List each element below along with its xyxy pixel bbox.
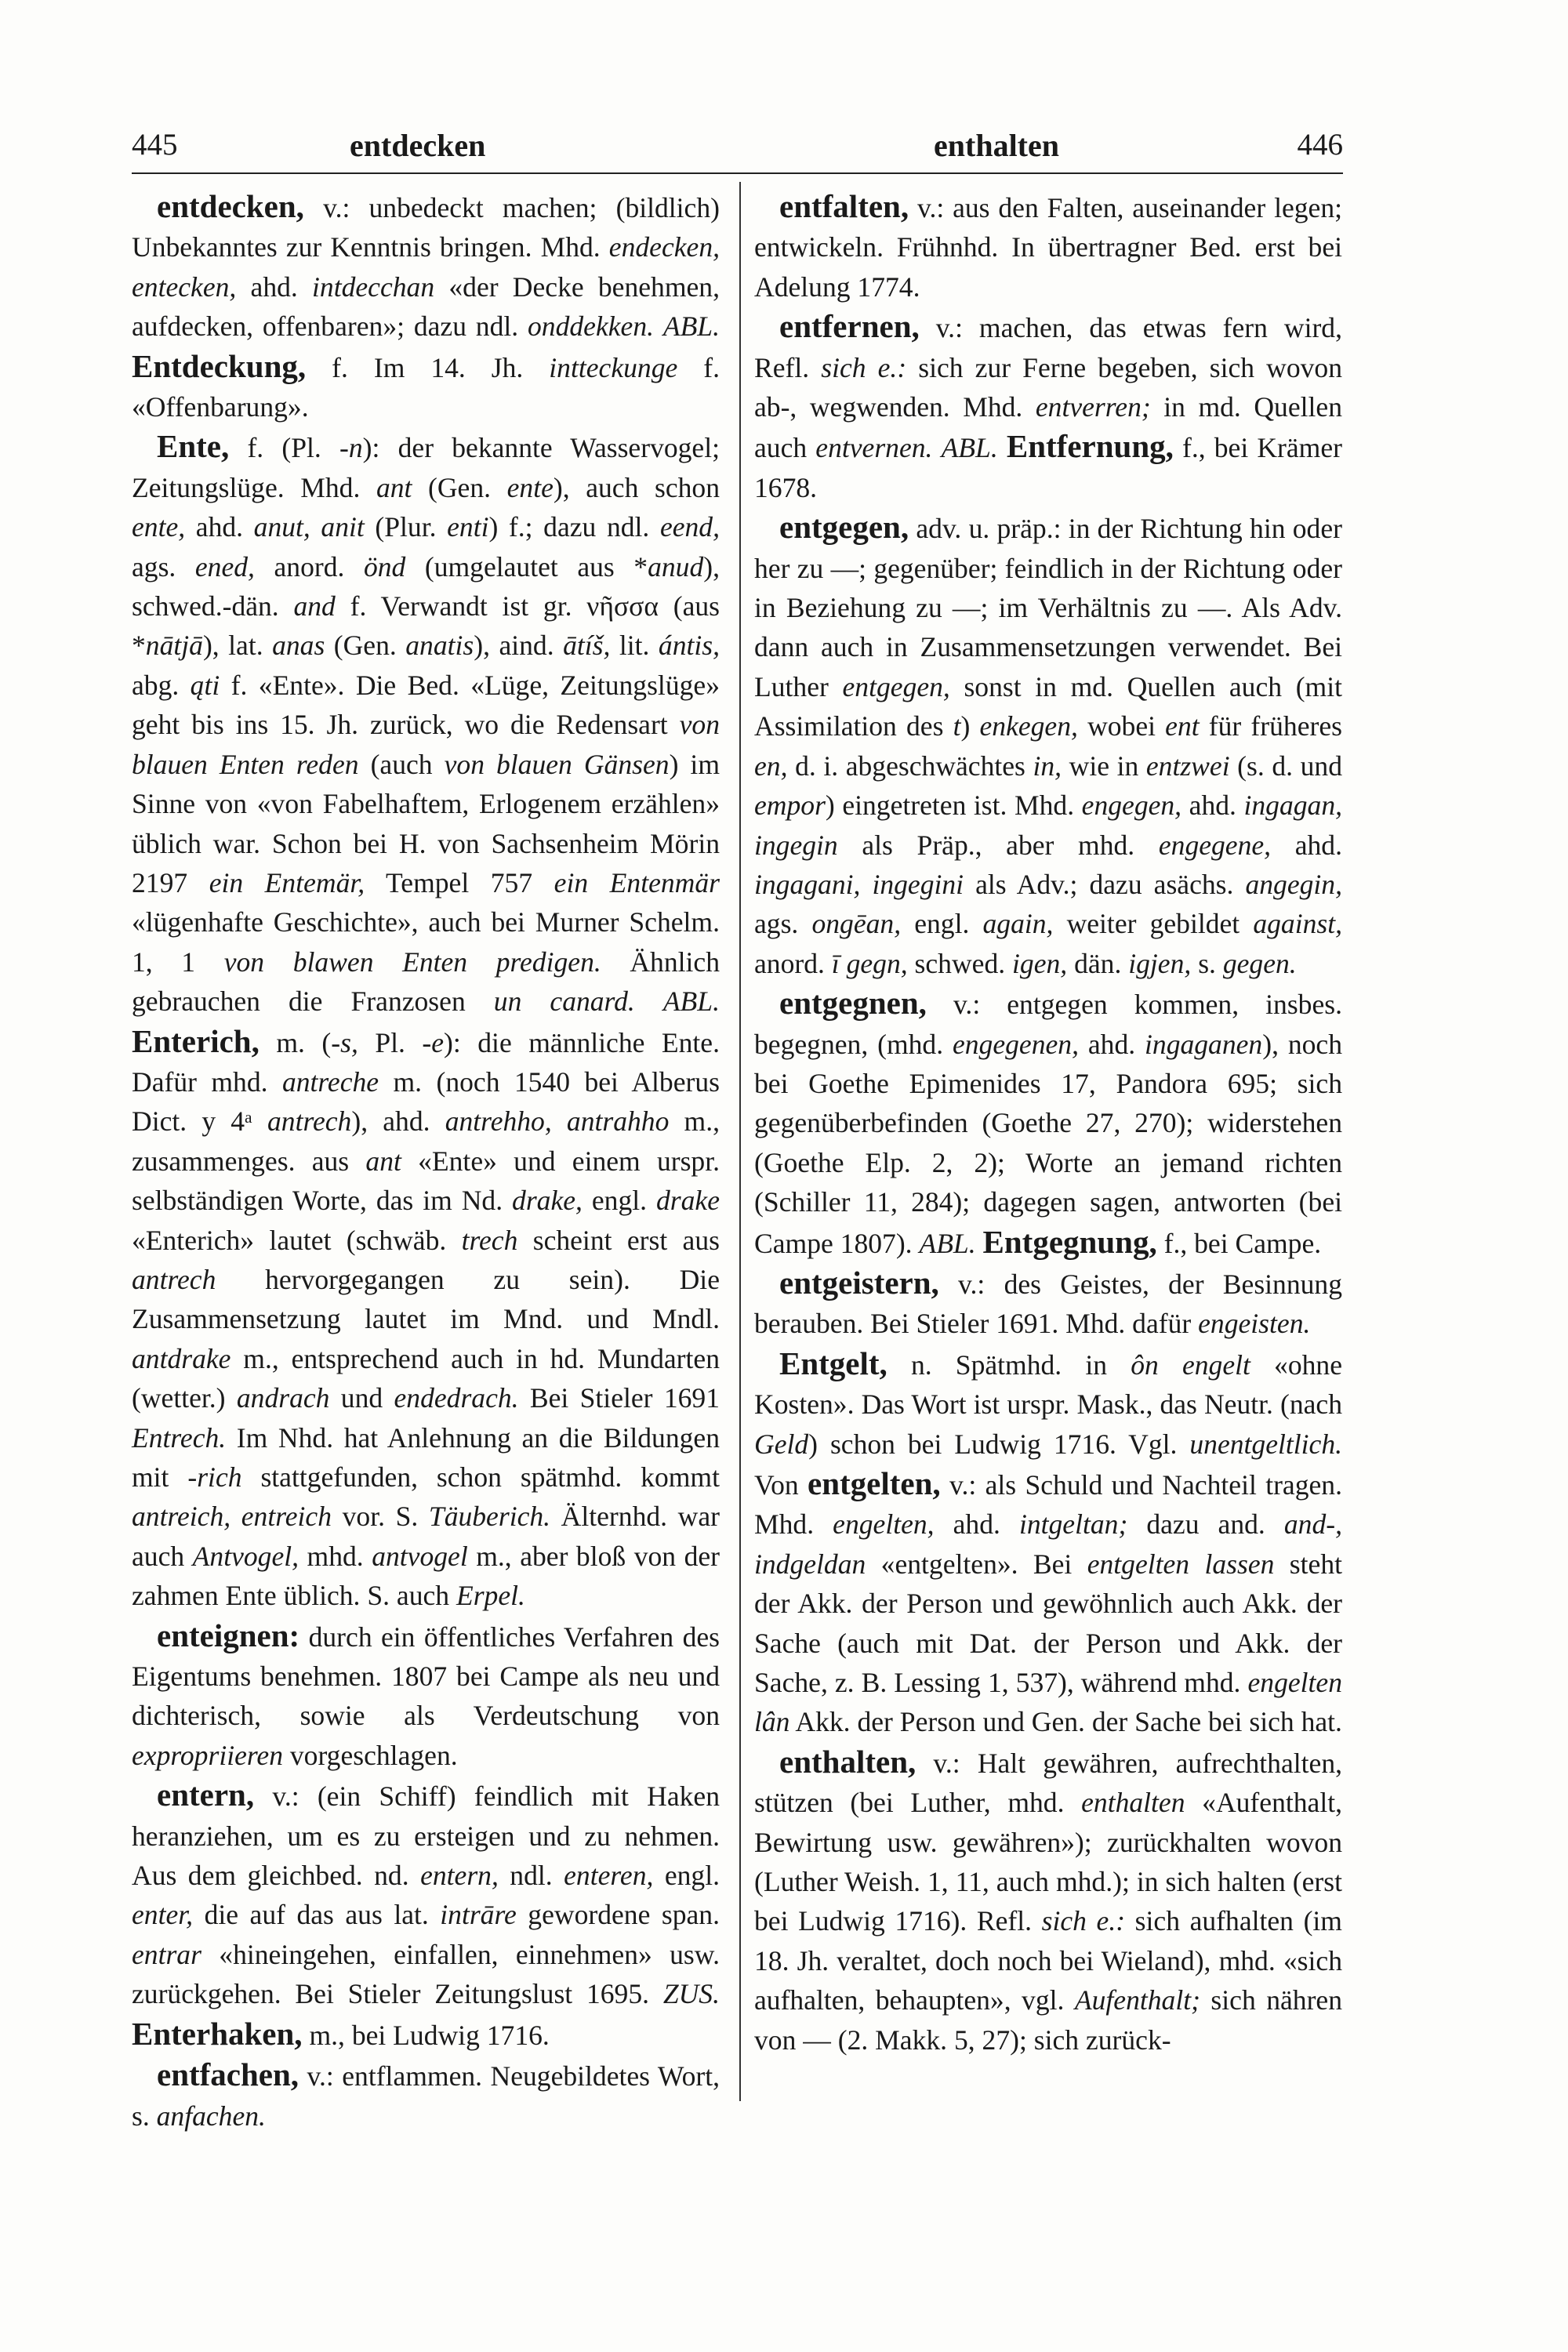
entry-text: ags. [754,908,812,940]
entry-text: f. «Offenbarung». [132,351,720,423]
entry-text: Älternhd. war auch [132,1501,720,1572]
dictionary-entry [132,187,720,426]
entry-text: ahd. [1181,789,1244,822]
italic-text: ant [376,471,412,503]
italic-text: enkegen, [979,710,1078,742]
entry-text: Pl. [358,1026,423,1058]
entry-text: ) im Sinne von «von Fabelhaftem, Erlogenem erzählen» üblich war. Schon bei H. von Sachsenheim Mörin 2197 [132,748,720,898]
entry-text: «lügenhafte Geschichte», auch bei Murner Schelm. 1, 1 [132,906,720,978]
italic-text: enthalten [1081,1787,1185,1819]
entry-text: ahd. [1078,1028,1145,1060]
entry-text: Bei Stieler 1691 [518,1382,720,1414]
entry-text: wie in [1062,750,1146,782]
entry-text: Ähnlich gebrauchen die Franzosen [132,946,720,1018]
entry-text: dazu and. [1127,1508,1284,1541]
right-column [754,187,1342,2060]
headword: entern, [157,1777,255,1813]
entry-text: ahd. [934,1508,1019,1541]
italic-text: engegen, [1081,789,1182,822]
entry-text: hervorgegangen zu sein). Die Zusammensetzung lautet im Mnd. und Mndl. [132,1263,720,1335]
italic-text: ABL. [919,1227,976,1259]
italic-text: in, [1033,750,1062,782]
italic-text: antrech [267,1105,352,1138]
dictionary-entry [132,426,720,1615]
entry-text: anord. [254,550,364,583]
entry-text: (Plur. [364,511,448,543]
entry-text: ) schon bei Ludwig 1716. Vgl. [808,1428,1190,1460]
entry-text: (s. d. und [1229,750,1342,782]
italic-text: ingagani, ingegini [754,868,964,900]
entry-text [635,985,663,1017]
entry-text: m., aber bloß von der zahmen Ente üblich. S. auch [132,1540,720,1612]
italic-text: anfachen. [156,2100,266,2132]
italic-text: drake [655,1185,720,1217]
entry-text: «ohne Kosten». Das Wort ist urspr. Mask., das Neutr. (nach [754,1348,1343,1421]
entry-text: ), ahd. [351,1105,445,1138]
entry-text: v.: unbedeckt machen; (bildlich) Unbekanntes zur Kenntnis bringen. Mhd. [132,192,720,263]
left-column [132,187,720,2136]
italic-text: angegin, [1245,868,1342,900]
entry-text: «Aufenthalt, Bewirtung usw. gewähren»); zurückhalten wovon (Luther Weish. 1, 11, auch mhd.); in sich halten (erst bei Ludwig 1716). Refl. [754,1787,1342,1937]
italic-text: von blauen Gänsen [444,748,670,780]
italic-text: intdecchan [312,270,435,303]
italic-text: andrach [236,1382,330,1414]
italic-text: Entrech. [132,1421,227,1454]
dictionary-entry [754,187,1342,307]
headword: entgelten, [808,1465,941,1501]
italic-text: anatis [405,630,474,662]
running-headword-right: enthalten [934,128,1059,163]
italic-text: trech [461,1224,518,1256]
italic-text: ingagan, ingegin [754,789,1342,861]
italic-text: antvogel [372,1540,468,1572]
italic-text: ántis, [658,630,720,662]
entry-text: v.: entgegen kommen, insbes. begegnen, (mhd. [754,989,1342,1060]
dictionary-entry [132,1616,720,1776]
entry-text [998,432,1007,463]
italic-text: -n [339,432,363,464]
entry-text: mhd. [299,1540,372,1572]
headword: Entfernung, [1006,428,1174,465]
entry-text: «hineingehen, einfallen, einnehmen» usw. zurückgehen. Bei Stieler Zeitungslust 1695. [132,1938,720,2010]
italic-text: en, [754,750,788,782]
entry-text: für früheres [1199,710,1342,742]
italic-text: unentgeltlich. [1189,1428,1342,1460]
entry-text: v.: als Schuld und Nachteil tragen. Mhd. [754,1469,1342,1541]
italic-text: ongēan, [811,908,902,940]
entry-text: v.: machen, das etwas fern wird, Refl. [754,312,1342,383]
entry-text: «Enterich» lautet (schwäb. [132,1224,462,1256]
headword: entfernen, [779,308,920,345]
entry-text: die auf das aus lat. [193,1899,441,1931]
entry-text: als Adv.; dazu asächs. [964,868,1246,900]
italic-text: ened, [194,550,255,583]
headword: entdecken, [157,188,304,224]
entry-text: (umgelautet aus * [405,550,648,583]
entry-text: ): die männliche Ente. Dafür mhd. [132,1026,720,1098]
italic-text: antreche [281,1065,379,1098]
italic-text: igen, [1012,947,1068,979]
entry-text: f., bei Krämer 1678. [754,432,1342,503]
running-headword-left: entdecken [350,128,486,163]
italic-text: Aufenthalt; [1074,1984,1200,2016]
italic-text: anas [272,630,325,662]
entry-text: ): der bekannte Wasservogel; Zeitungslüge. Mhd. [132,432,720,503]
dictionary-entry [754,1344,1342,1742]
italic-text: ôn engelt [1131,1348,1250,1381]
italic-text: gegen. [1222,947,1297,979]
column-divider [739,182,741,2101]
entry-text: vorgeschlagen. [283,1739,458,1771]
entry-text: «Ente» und einem urspr. selbständigen Worte, das im Nd. [132,1145,720,1217]
italic-text: Geld [754,1428,809,1460]
entry-text: steht der Akk. der Person und gewöhnlich auch Akk. der Sache (auch mit Dat. der Person und Akk. der Sache, z. B. Lessing 1, 537), während mhd. [754,1548,1342,1699]
entry-text: sich aufhalten (im 18. Jh. veraltet, doch noch bei Wieland), mhd. «sich aufhalten, behaupten», vgl. [754,1905,1342,2016]
italic-text: anut, anit [253,511,365,543]
italic-text: sich e.: [1041,1905,1126,1937]
italic-text: Täuberich. [428,1501,551,1533]
italic-text: endedrach. [394,1382,519,1414]
italic-text: drake, [512,1185,583,1217]
italic-text: nātjā [145,630,203,662]
italic-text: Antvogel, [192,1540,299,1572]
italic-text: intgeltan; [1018,1508,1128,1541]
entry-text: Von [754,1469,808,1501]
entry-text: Akk. der Person und Gen. der Sache bei sich hat. [789,1706,1342,1738]
italic-text: again, [982,908,1054,940]
entry-text: engl. [901,908,983,940]
entry-text: engl. [653,1860,720,1892]
italic-text: ātíš, [563,630,611,662]
entry-text [976,1228,983,1259]
italic-text: ein Entenmär [554,866,720,898]
italic-text: antreich, entreich [132,1501,332,1533]
italic-text: ABL. [662,985,720,1018]
italic-text: entrar [132,1938,201,1970]
page-number-right: 446 [1297,128,1343,162]
headword: entgegnen, [779,985,927,1022]
entry-text: ahd. [236,270,313,303]
entry-text: ) eingetreten ist. Mhd. [825,789,1082,822]
italic-text: -e [422,1026,445,1058]
italic-text: önd [363,550,406,583]
italic-text: ant [365,1145,401,1177]
entry-text: «der Decke benehmen, aufdecken, offenbaren»; dazu ndl. [132,270,720,343]
italic-text: and-, indgeldan [754,1508,1342,1580]
entry-text: «entgelten». Bei [866,1548,1087,1580]
italic-text: anud [648,550,704,583]
entry-text: f. Im 14. Jh. [306,351,550,383]
italic-text: t [953,710,961,742]
entry-text: abg. [132,669,191,701]
italic-text: intrāre [440,1899,517,1931]
entry-text: sich nähren von — (2. Makk. 5, 27); sich zurück- [754,1984,1342,2056]
italic-text: ein Entemär, [209,866,365,898]
italic-text: entgelten lassen [1087,1548,1275,1580]
italic-text: onddekken. [528,310,655,343]
entry-text: engl. [582,1185,656,1217]
entry-text: Tempel 757 [365,866,554,898]
entry-text: m., zusammenges. aus [132,1105,720,1177]
italic-text: eend, [659,511,720,543]
headword: enthalten, [779,1743,916,1780]
headword: Entgelt, [779,1345,887,1381]
entry-text: ags. [132,550,195,583]
entry-text: f., bei Campe. [1156,1227,1322,1259]
entry-text: sich zur Ferne begeben, sich wovon ab-, wegwenden. Mhd. [754,351,1342,423]
entry-text: v.: Halt gewähren, aufrechthalten, stützen (bei Luther, mhd. [754,1747,1342,1819]
entry-text: ), schwed.-dän. [132,550,720,622]
entry-text: v.: des Geistes, der Besinnung berauben. Bei Stieler 1691. Mhd. dafür [754,1268,1342,1340]
headword: Ente, [157,428,230,465]
dictionary-entry [754,983,1342,1263]
entry-text: (Gen. [412,471,507,503]
entry-text: durch ein öffentliches Verfahren des Eigentums benehmen. 1807 bei Campe als neu und dichterisch, sowie als Verdeutschung von [132,1621,720,1732]
italic-text: ente, [132,511,186,543]
entry-text: ahd. [185,511,254,543]
italic-text: antrehho, antrahho [445,1105,670,1138]
italic-text: ZUS. [662,1978,720,2010]
headword: enteignen: [157,1617,300,1653]
running-header [132,127,1343,174]
entry-text: ) f.; dazu ndl. [488,511,660,543]
entry-text: dän. [1067,947,1129,979]
headword: Enterich, [132,1022,260,1059]
headword: entfalten, [779,188,909,224]
entry-text: ), aind. [474,630,564,662]
italic-text: ąti [190,669,220,701]
headword: Enterhaken, [132,2015,303,2052]
italic-text: and [293,590,336,622]
dictionary-entry [754,1263,1342,1344]
dictionary-entry [754,307,1342,507]
italic-text: -rich [187,1461,242,1493]
italic-text: endecken, entecken, [132,231,720,303]
entry-text: m. ( [259,1026,332,1058]
headword: Entgegnung, [982,1223,1157,1260]
italic-text: ent [1165,710,1200,742]
italic-text: antdrake [132,1342,231,1374]
italic-text: von blauen Enten reden [132,709,720,780]
italic-text: empor [754,789,826,822]
entry-text: scheint erst aus [517,1224,720,1256]
italic-text: antrech [132,1263,216,1295]
entry-text: in md. Quellen auch [754,391,1342,464]
italic-text: expropriieren [132,1739,283,1771]
entry-text: schwed. [907,947,1013,979]
entry-text: n. Spätmhd. in [887,1348,1131,1381]
entry-text: gewordene span. [516,1899,720,1931]
italic-text: entern, [420,1860,499,1892]
entry-text: m., entsprechend auch in hd. Mundarten (wetter.) [132,1342,720,1414]
italic-text: against, [1253,908,1342,940]
entry-text [654,310,663,342]
italic-text: ingaganen [1145,1028,1263,1060]
entry-text: und [329,1382,394,1414]
italic-text: von blawen Enten predigen. [223,946,601,978]
dictionary-entry [754,507,1342,983]
italic-text: enter, [132,1899,194,1931]
italic-text: engegene, [1158,829,1272,861]
italic-text: -s, [331,1026,358,1058]
entry-text: s. [1191,947,1223,979]
italic-text: sich e.: [821,351,907,383]
entry-text: f. «Ente». Die Bed. «Lüge, Zeitungslüge» geht bis ins 15. Jh. zurück, wo die Redensart [132,669,720,741]
entry-text: d. i. abgeschwächtes [787,750,1033,782]
entry-text: als Präp., aber mhd. [837,829,1159,861]
entry-text: lit. [610,630,659,662]
italic-text: engelten lân [754,1667,1342,1738]
italic-text: ABL. [941,432,998,464]
entry-text: weiter gebildet [1053,908,1254,940]
italic-text: engelten, [833,1508,935,1541]
italic-text: enteren, [564,1860,654,1892]
italic-text: igjen, [1128,947,1192,979]
entry-text: stattgefunden, schon spätmhd. kommt [241,1461,720,1493]
entry-text: ndl. [498,1860,564,1892]
entry-text: sonst in md. Quellen auch (mit Assimilation des [754,670,1342,742]
italic-text: entvernen. [815,432,933,464]
headword: Entdeckung, [132,347,307,384]
entry-text [932,432,941,463]
headword: entfachen, [157,2056,299,2093]
entry-text: m., bei Ludwig 1716. [302,2019,550,2051]
headword: entgeistern, [779,1264,939,1301]
italic-text: ī gegn, [831,947,908,979]
entry-text: ), noch bei Goethe Epimenides 17, Pandora 695; sich gegenüberbefinden (Goethe 27, 270); widerstehen (Goethe Elp. 2, 2); Worte an jemand richten (Schiller 11, 284); dagegen sagen, antworten (bei Campe 1807). [754,1028,1342,1259]
italic-text: intteckunge [549,351,678,383]
italic-text: engegenen, [952,1028,1079,1060]
italic-text: enti [447,511,489,543]
entry-text: wobei [1077,710,1166,742]
entry-text: ), lat. [202,630,273,662]
page-number-left: 445 [132,128,178,162]
italic-text: entzwei [1145,750,1230,782]
entry-text: ), auch schon [553,471,720,503]
entry-text: m. (noch 1540 bei Alberus Dict. y 4ᵃ [132,1065,720,1138]
entry-text: adv. u. präp.: in der Richtung hin oder her zu —; gegenüber; feindlich in der Richtung oder in Beziehung zu —; im Verhältnis zu —. Als Adv. dann auch in Zusammensetzungen verwendet. Bei Luther [754,513,1342,702]
entry-text: f. (Pl. [229,432,340,464]
entry-text: ) [960,710,980,742]
italic-text: entverren; [1035,391,1151,423]
entry-text: (Gen. [325,630,406,662]
entry-text: v.: aus den Falten, auseinander legen; entwickeln. Frühnhd. In übertragner Bed. erst bei Adelung 1774. [754,192,1342,303]
entry-text: anord. [754,947,832,979]
italic-text: ente [506,471,554,503]
entry-text: vor. S. [332,1501,429,1533]
dictionary-entry [754,1742,1342,2060]
headword: entgegen, [779,509,909,546]
italic-text: engeisten. [1198,1308,1311,1340]
entry-text: (auch [358,748,445,780]
dictionary-entry [132,2055,720,2136]
entry-text: ahd. [1271,829,1342,861]
italic-text: entgegen, [842,670,950,702]
italic-text: un canard. [493,985,635,1018]
entry-text: v.: (ein Schiff) feindlich mit Haken heranziehen, um es zu ersteigen und zu nehmen. Aus dem gleichbed. nd. [132,1780,720,1892]
entry-text: v.: entflammen. Neugebildetes Wort, s. [132,2060,720,2132]
italic-text: ABL. [662,310,720,343]
entry-text: Im Nhd. hat Anlehnung an die Bildungen mit [132,1421,720,1493]
entry-text: f. Verwandt ist gr. νῆσσα (aus * [132,590,720,662]
italic-text: Erpel. [456,1580,525,1612]
dictionary-entry [132,1775,720,2055]
